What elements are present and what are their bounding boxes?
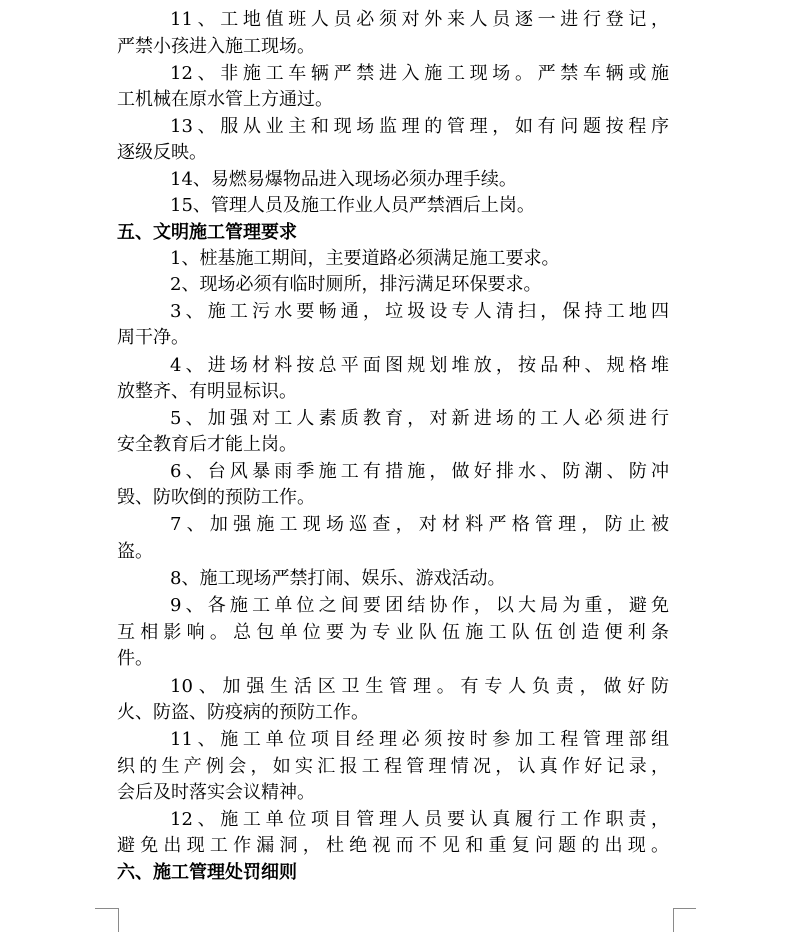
list-item: 12、施工单位项目管理人员要认真履行工作职责， <box>170 809 669 830</box>
list-item: 1、桩基施工期间，主要道路必须满足施工要求。 <box>170 248 560 269</box>
list-item-line: 织的生产例会，如实汇报工程管理情况，认真作好记录， <box>117 756 669 777</box>
paragraph-line: 11、工地值班人员必须对外来人员逐一进行登记， <box>170 9 669 30</box>
list-item-line: 毁、防吹倒的预防工作。 <box>117 487 315 508</box>
section-heading: 六、施工管理处罚细则 <box>117 862 297 883</box>
list-item-line: 会后及时落实会议精神。 <box>117 782 315 803</box>
list-item-line: 安全教育后才能上岗。 <box>117 434 297 455</box>
paragraph-line: 严禁小孩进入施工现场。 <box>117 36 315 57</box>
list-item: 9、各施工单位之间要团结协作，以大局为重，避免 <box>170 595 669 616</box>
list-item: 6、台风暴雨季施工有措施，做好排水、防潮、防冲 <box>170 461 669 482</box>
list-item-line: 盗。 <box>117 541 153 562</box>
paragraph-line: 13、服从业主和现场监理的管理，如有问题按程序 <box>170 116 669 137</box>
list-item-line: 周干净。 <box>117 327 189 348</box>
margin-mark-right-vertical <box>673 908 674 932</box>
margin-mark-left-vertical <box>118 908 119 932</box>
paragraph-line: 工机械在原水管上方通过。 <box>117 89 333 110</box>
paragraph-line: 12、非施工车辆严禁进入施工现场。严禁车辆或施 <box>170 63 669 84</box>
list-item: 2、现场必须有临时厕所，排污满足环保要求。 <box>170 274 542 295</box>
section-heading: 五、文明施工管理要求 <box>117 222 297 243</box>
list-item-line: 放整齐、有明显标识。 <box>117 381 297 402</box>
list-item: 4、进场材料按总平面图规划堆放，按品种、规格堆 <box>170 355 669 376</box>
margin-mark-right <box>673 908 696 909</box>
paragraph-line: 14、易燃易爆物品进入现场必须办理手续。 <box>170 169 517 190</box>
list-item-line: 避免出现工作漏洞，杜绝视而不见和重复问题的出现。 <box>117 835 669 856</box>
paragraph-line: 15、管理人员及施工作业人员严禁酒后上岗。 <box>170 195 535 216</box>
list-item: 8、施工现场严禁打闹、娱乐、游戏活动。 <box>170 568 506 589</box>
list-item: 11、施工单位项目经理必须按时参加工程管理部组 <box>170 729 669 750</box>
list-item: 7、加强施工现场巡查，对材料严格管理，防止被 <box>170 514 669 535</box>
paragraph-line: 逐级反映。 <box>117 142 207 163</box>
margin-mark-left <box>95 908 118 909</box>
list-item: 10、加强生活区卫生管理。有专人负责，做好防 <box>170 676 669 697</box>
list-item: 3、施工污水要畅通，垃圾设专人清扫，保持工地四 <box>170 301 669 322</box>
list-item-line: 火、防盗、防疫病的预防工作。 <box>117 702 369 723</box>
list-item-line: 互相影响。总包单位要为专业队伍施工队伍创造便利条 <box>117 622 669 643</box>
list-item-line: 件。 <box>117 648 153 669</box>
list-item: 5、加强对工人素质教育，对新进场的工人必须进行 <box>170 408 669 429</box>
